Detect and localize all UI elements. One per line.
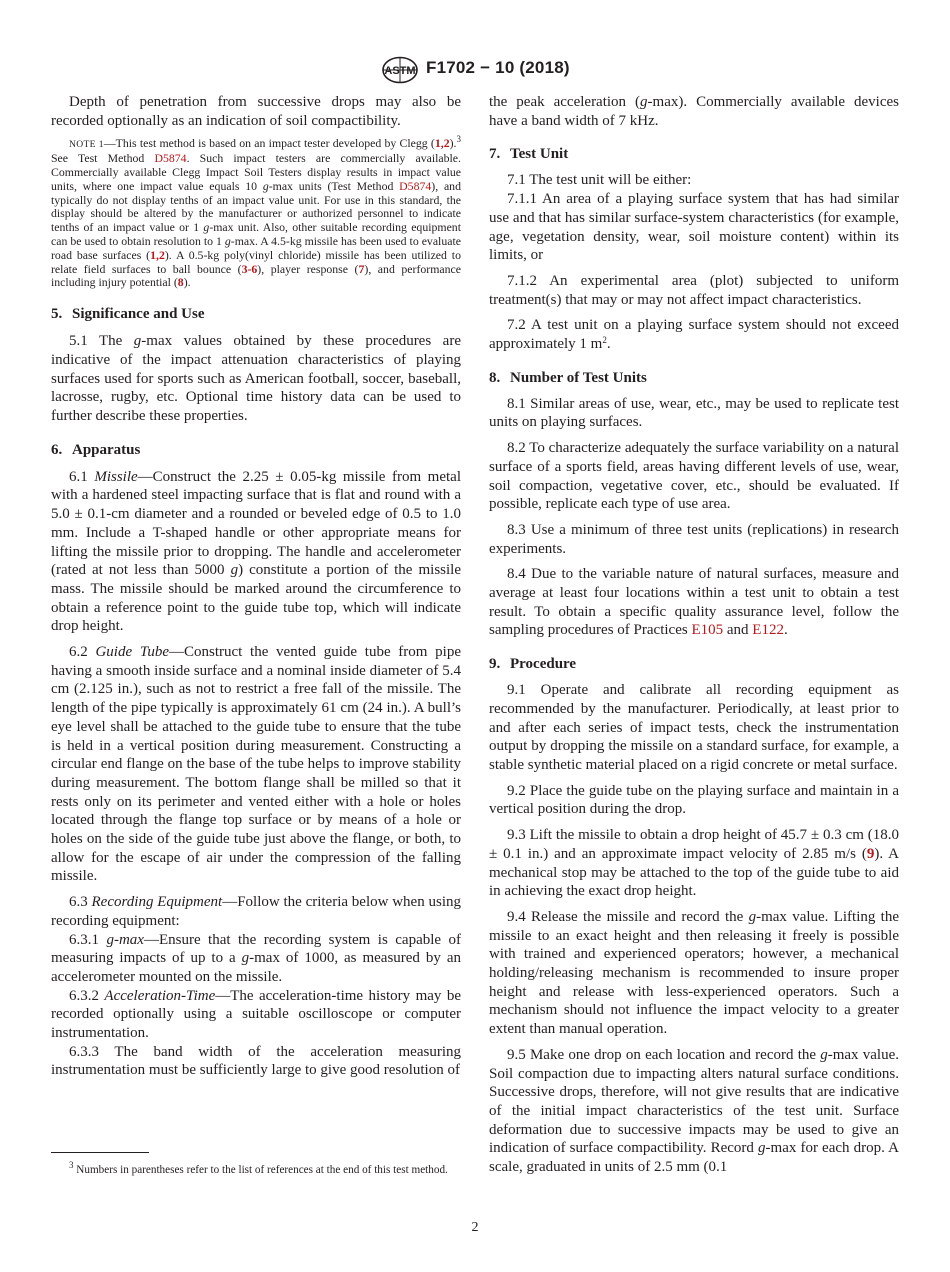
paragraph-depth-of-penetration: Depth of penetration from successive drops may also be recorded optionally as an indication of soil compactibility. — [51, 94, 461, 129]
ref-link-d5874[interactable]: D5874 — [154, 151, 187, 166]
paragraph-8-1: 8.1 Similar areas of use, wear, etc., may be used to replicate test units on playing surfaces. — [489, 395, 899, 431]
paragraph-6-3-2: 6.3.2 Acceleration-Time—The acceleration-time history may be recorded optionally using a suitable oscilloscope or computer instrumentation. — [51, 987, 461, 1042]
ref-link-3-6[interactable]: 3-6 — [241, 261, 258, 276]
ref-link-9[interactable]: 9 — [866, 845, 875, 862]
ref-link-7[interactable]: 7 — [358, 261, 365, 276]
paragraph-9-1: 9.1 Operate and calibrate all recording equipment as recommended by the manufacturer. Periodically, at least prior to and after each series of impact tests, check the instrumentation output by dropping the missile on a standard surface, for example, a stable synthetic material placed on a rigid concrete or metal surface. — [489, 682, 899, 773]
paragraph-6-3: 6.3 Recording Equipment—Follow the criteria below when using recording equipment: — [51, 894, 461, 929]
ref-link-1-2[interactable]: 1,2 — [434, 136, 450, 151]
ref-link-1-2[interactable]: 1,2 — [150, 247, 165, 262]
astm-logo-icon — [380, 56, 420, 84]
paragraph-9-3: 9.3 Lift the missile to obtain a drop height of 45.7 ± 0.3 cm (18.0 ± 0.1 in.) and an approximate impact velocity of 2.85 m/s (9). A mechanical stop may be attached to the top of the guide tube to aid in achieving the exact drop height. — [489, 827, 899, 900]
paragraph-6-3-3: 6.3.3 The band width of the acceleration measuring instrumentation must be sufficiently large to give good resolution of — [51, 1043, 461, 1079]
document-id: F1702 − 10 (2018) — [426, 58, 570, 77]
ref-link-e122[interactable]: E122 — [752, 622, 784, 639]
paragraph-9-2: 9.2 Place the guide tube on the playing surface and maintain in a vertical position during the drop. — [489, 782, 899, 818]
section-heading-9: 9. Procedure — [489, 656, 577, 673]
paragraph-7-1: 7.1 The test unit will be either: — [507, 172, 692, 189]
svg-text:ASTM: ASTM — [384, 65, 416, 77]
paragraph-5-1: 5.1 The g-max values obtained by these procedures are indicative of the impact attenuation characteristics of playing surfaces used for sports such as American football, soccer, baseball, lacrosse, rugby, etc. Optional time history data can be used to further describe these properties. — [51, 333, 461, 424]
ref-link-8[interactable]: 8 — [177, 275, 184, 290]
paragraph-7-2: 7.2 A test unit on a playing surface system should not exceed approximately 1 $m^2$. — [489, 317, 899, 353]
section-heading-5: 5. Significance and Use — [51, 306, 205, 323]
footnote-divider — [51, 1152, 149, 1153]
paragraph-6-3-3-continued: the peak acceleration (g-max). Commercially available devices have a band width of 7 kHz. — [489, 94, 899, 129]
paragraph-8-2: 8.2 To characterize adequately the surface variability on a natural surface of a sports field, areas having different levels of use, wear, soil compaction, vegetative cover, etc., should be evaluated. If possible, replicate each type of use area. — [489, 440, 899, 513]
paragraph-7-1-1: 7.1.1 An area of a playing surface system that has had similar use and that has similar surface-system characteristics (for example, age, vegetation density, wear, soil moisture content) within its limits, or — [489, 191, 899, 264]
ref-link-d5874[interactable]: D5874 — [399, 178, 432, 193]
page-header — [0, 56, 950, 86]
section-heading-7: 7. Test Unit — [489, 146, 569, 163]
paragraph-6-1: 6.1 Missile—Construct the 2.25 ± 0.05-kg missile from metal with a hardened steel impacting surface that is flat and round with a 5.0 ± 0.1-cm diameter and a rounded or beveled edge of 0.5 to 1.0 mm. Include a T-shaped handle or other appropriate means for lifting the missile prior to dropping. The handle and accelerometer (rated at not less than 5000 g) constitute a portion of the missile mass. The missile should be marked around the circumference to obtain a reference point to the guide tube top, which will indicate drop height. — [51, 468, 461, 635]
paragraph-9-5: 9.5 Make one drop on each location and record the g-max value. Soil compaction due to impacting alters natural surface conditions. Successive drops, therefore, will not give results that are indicative of the initial impact characteristics of the test unit. Surface deformation due to successive impacts may be used to give an indication of surface compactibility. Record g-max for each drop. A scale, graduated in units of 2.5 mm (0.1 — [489, 1046, 899, 1176]
paragraph-8-4: 8.4 Due to the variable nature of natural surfaces, measure and average at least four locations within a test unit to obtain a test result. To obtain a specific quality assurance level, follow the sampling procedures of Practices E105 and E122. — [489, 566, 899, 639]
footnote-3: $^3$ Numbers in parentheses refer to the list of references at the end of this test method. — [69, 1160, 448, 1176]
paragraph-6-3-1: 6.3.1 g-max—Ensure that the recording system is capable of measuring impacts of up to a g-max of 1000, as measured by an accelerometer mounted on the missile. — [51, 931, 461, 985]
left-column — [51, 93, 461, 1080]
paragraph-9-4: 9.4 Release the missile and record the g-max value. Lifting the missile to an exact height and then releasing it freely is possible with trained and experienced operators; however, a mechanical holding/releasing mechanism is recommended to insure proper height and release with less-experienced operators. Such a mechanism should not influence the impact velocity to a greater extent than manual operation. — [489, 908, 899, 1038]
ref-link-e105[interactable]: E105 — [691, 622, 724, 639]
page-number: 2 — [471, 1220, 479, 1235]
paragraph-8-3: 8.3 Use a minimum of three test units (replications) in research experiments. — [489, 521, 899, 557]
paragraph-7-1-2: 7.1.2 An experimental area (plot) subjected to uniform treatment(s) that may or may not affect impact characteristics. — [489, 272, 899, 308]
paragraph-6-2: 6.2 Guide Tube—Construct the vented guide tube from pipe having a smooth inside surface and a nominal inside diameter of 5.4 cm (2.125 in.), such as not to restrict a free fall of the missile. The length of the pipe typically is approximately 61 cm (24 in.). A bull’s eye level shall be attached to the guide tube to ensure that the tube is held in a vertical position during measurement. Constructing a circular end flange on the base of the tube helps to improve stability during measurement. The bottom flange shall be milled so that it rests only on its perimeter and vented either with a hole or holes located through the flange top surface or by means of a hole or holes on the side of the guide tube just above the flange, or both, to allow for the escape of air under the compression of the falling missile. — [51, 644, 461, 885]
section-heading-8: 8. Number of Test Units — [489, 369, 647, 386]
section-heading-6: 6. Apparatus — [51, 441, 141, 458]
right-column — [489, 93, 899, 1177]
note-1: NOTE 1—This test method is based on an impact tester developed by Clegg (1,2).$^3$ See Test Method D5874. Such impact testers are commercially available. Commercially available Clegg Impact Soil Testers display results in impact value units, where one impact value equals 10 g-max units (Test Method D5874), and typically do not display tenths of an impact value unit. For use in this standard, the display should be altered by the manufacturer or authorized personnel to indicate tenths of an impact value or 1 g-max unit. Also, other suitable recording equipment can be used to obtain resolution to 1 g-max. A 4.5-kg missile has been used to evaluate road base surfaces (1,2). A 0.5-kg poly(vinyl chloride) missile has been utilized to relate field surfaces to ball bounce (3-6), player response (7), and performance including injury potential (8). — [51, 134, 461, 290]
